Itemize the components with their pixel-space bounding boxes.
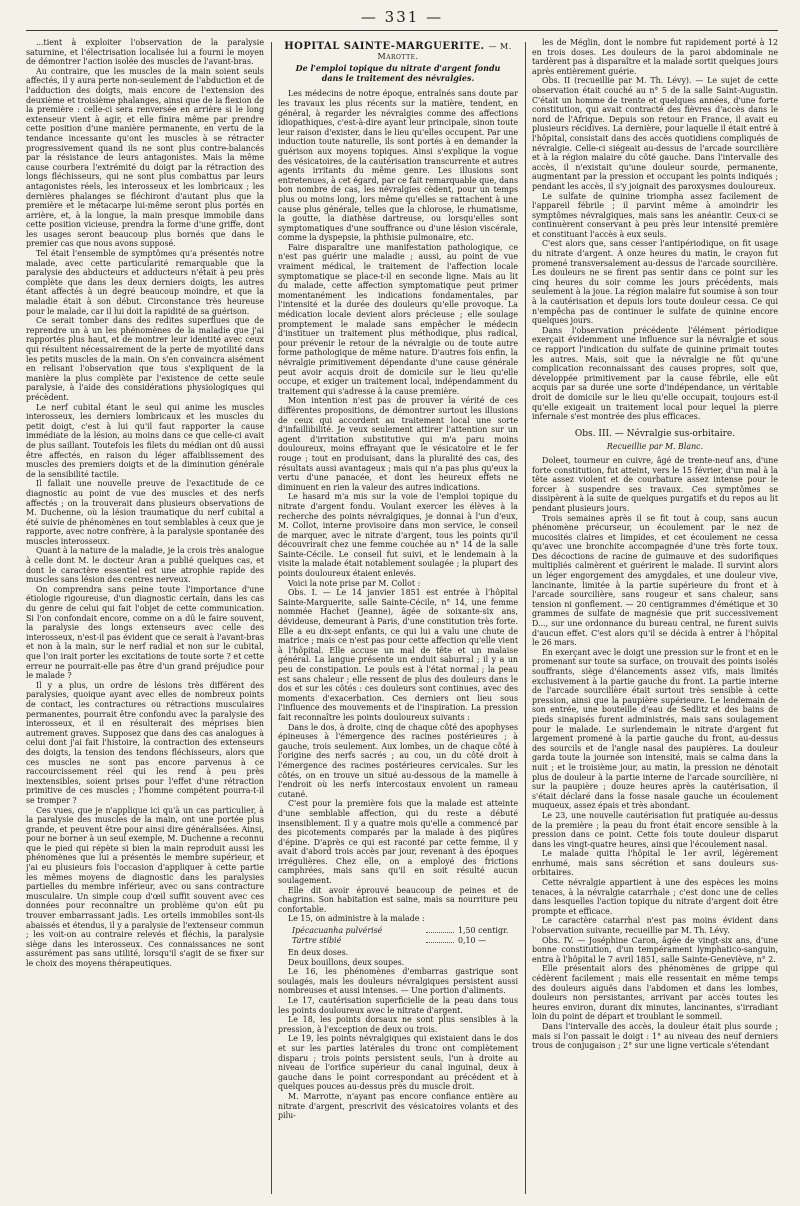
column-2 (278, 38, 518, 1194)
paragraph: Dans le dos, à droite, cinq de chaque côté des apophyses épineuses à l'émergence des racines postérieures ; à gauche, trois seulement. Aux lombes, un de chaque côté à l'origine des nerfs sacrés ; au cou, un du côté droit à l'émergence des racines postérieures cervicales. Sur les côtés, on en trouve un situé au-dessous de la mamelle à l'endroit où les nerfs intercostaux envoient un rameau cutané. (278, 722, 518, 799)
paragraph: Trois semaines après il se fit tout à coup, sans aucun phénomène précurseur, un écoulement par le nez de mucosités claires et limpides, et cet écoulement ne cessa qu'avec une bronchite accompagnée d'une très forte toux. Des décoctions de racine de guimauve et des sudorifiques multipliés calmèrent et guérirent le malade. Il survint alors un léger engorgement des amygdales, et une douleur vive, lancinante, limitée à la partie supérieure du front et à l'arcade sourcilière, sans rougeur et sans chaleur, sans tension ni gonflement. — 20 centigrammes d'émétique et 30 grammes de sulfate de magnésie que prit successivement D..., sur une ordonnance du bureau central, ne furent suivis d'aucun effet. C'est alors qu'il se décida à entrer à l'hôpital le 26 mars. (532, 513, 778, 648)
prescription (292, 926, 518, 946)
header-rule (26, 30, 778, 31)
paragraph: Dans l'observation précédente l'élément périodique exerçait évidemment une influence sur la névralgie et sous ce rapport l'indication du sulfate de quinine primait toutes les autres. Mais, soit que la névralgie ne fût qu'une complication reconnaissant des causes propres, soit que, développée primitivement par la cause fébrile, elle eût acquis par sa durée une sorte d'indépendance, un véritable droit de domicile sur le lieu qu'elle occupait, toujours est-il qu'elle exigeait un traitement local pour lequel la pierre infernale s'est montrée des plus efficaces. (532, 325, 778, 422)
column-1 (26, 38, 264, 1194)
paragraph: En deux doses. (288, 948, 349, 958)
paragraph: Obs. II (recueillie par M. Th. Lévy). — Le sujet de cette observation était couché au n° 5 de la salle Saint-Augustin. C'était un homme de trente et quelques années, d'une forte constitution, qui avait contracté des fièvres d'accès dans le nord de l'Afrique. Depuis son retour en France, il avait eu plusieurs récidives. La dernière, pour laquelle il était entré à l'hôpital, consistait dans des accès quotidiens compliqués de névralgie. Celle-ci siégeait au-dessus de l'arcade sourcilière et à la région malaire du côté gauche. Dans l'intervalle des accès, il n'existait qu'une douleur sourde, permanente, augmentant par la pression et occupant les points indiqués ; pendant les accès, il s'y joignait des paroxysmes douloureux. (532, 76, 778, 191)
heading-title: HOPITAL SAINTE-MARGUERITE. (284, 41, 485, 52)
paragraph: Tel était l'ensemble de symptômes qu'a présentés notre malade, avec cette particularité remarquable que la paralysie des abducteurs et adducteurs n'était à peu près complète que dans les deux derniers doigts, les autres étant affectés à un degré beaucoup moindre, et que la maladie était à son début. Circonstance très heureuse pour le malade, car il lui doit la rapidité de sa guérison. (26, 249, 264, 316)
paragraph: Le 23, une nouvelle cautérisation fut pratiquée au-dessus de la première ; la peau du front était encore sensible à la pression dans ce point. Cette fois toute douleur disparut dans les vingt-quatre heures, ainsi que l'écoulement nasal. (532, 810, 778, 849)
paragraph: Il y a plus, un ordre de lésions très différent des paralysies, quoique ayant avec elles de nombreux points de contact, les contractures ou rétractions musculaires permanentes, pourrait être confondu avec la paralysie des interosseux, et il en résulterait des méprises bien autrement graves. Supposez que dans des cas analogues à celui dont j'ai fait l'histoire, la contraction des extenseurs des doigts, la tension des tendons fléchisseurs, alors que ces muscles ne sont pas encore parvenus à ce raccourcissement réel qui les rend à peu près inextensibles, soient prises pour l'effet d'une rétraction primitive de ces muscles ; l'homme compétent pourra-t-il se tromper ? (26, 680, 264, 805)
paragraph: Le caractère catarrhal n'est pas moins évident dans l'observation suivante, recueillie par M. Th. Lévy. (532, 916, 778, 936)
observation-credit: Recueillie par M. Blanc. (606, 442, 704, 452)
page-number: — 331 — (360, 8, 444, 26)
leader-dots (426, 936, 454, 943)
article-heading (278, 42, 518, 61)
paragraph: Les médecins de notre époque, entraînés sans doute par les travaux les plus récents sur la matière, tendent, en général, à regarder les névralgies comme des affections idiopathiques, c'est-à-dire ayant leur principale, sinon toute leur raison d'exister, dans le lieu qu'elles occupent. Par une induction toute naturelle, ils sont portés à en demander la guérison aux moyens topiques. Ainsi s'explique la vogue des vésicatoires, de la cautérisation transcurrente et autres agents irritants du même genre. Les illusions sont entretenues, à cet égard, par ce fait remarquable que, dans bon nombre de cas, les névralgies cèdent, pour un temps plus ou moins long, lors même qu'elles se rattachent à une cause plus générale, telles que la chlorose, le rhumatisme, la goutte, la diathèse dartreuse, ou lorsqu'elles sont symptomatiques d'une souffrance ou d'une lésion viscérale, comme la dyspepsie, la phthisie pulmonaire, etc. (278, 89, 518, 243)
newspaper-page (26, 8, 778, 1194)
paragraph: Mon intention n'est pas de prouver la vérité de ces différentes propositions, de démontrer surtout les illusions de ceux qui accordent au traitement local une sorte d'infaillibilité. Je veux seulement attirer l'attention sur un agent d'irritation substitutive qui m'a paru moins douloureux, moins effrayant que le vésicatoire et le fer rouge ; tout en produisant, dans la pluralité des cas, des résultats aussi avantageux ; mais qui n'a pas plus qu'eux la vertu d'une panacée, et dont les heureux effets ne diminuent en rien la valeur des autres indications. (278, 396, 518, 492)
paragraph: Obs. IV. — Joséphine Caron, âgée de vingt-six ans, d'une bonne constitution, d'un tempérament lymphatico-sanguin, entra à l'hôpital le 7 avril 1851, salle Sainte-Geneviève, n° 2. (532, 935, 778, 964)
paragraph: les de Méglin, dont le nombre fut rapidement porté à 12 en trois doses. Les douleurs de la paroi abdominale ne tardèrent pas à disparaître et la malade sortit quelques jours après entièrement guérie. (532, 38, 778, 76)
paragraph: Le sulfate de quinine triompha assez facilement de l'appareil fébrile ; il parvint même à amoindrir les symptômes névralgiques, mais sans les anéantir. Ceux-ci se continuèrent conservant à peu près leur intensité première et constituant l'accès à eux seuls. (532, 191, 778, 239)
paragraph: Doleet, tourneur en cuivre, âgé de trente-neuf ans, d'une forte constitution, fut atteint, vers le 15 février, d'un mal à la tête assez violent et de courbature assez intense pour le forcer à suspendre ses travaux. Ces symptômes se dissipèrent à la suite de quelques purgatifs et du repos au lit pendant plusieurs jours. (532, 455, 778, 513)
paragraph: C'est pour la première fois que la malade est atteinte d'une semblable affection, qui du reste a débuté insensiblement. Il y a quatre mois qu'elle a commencé par des picotements comparés par la malade à des piqûres d'épine. D'après ce qui est raconté par cette femme, il y avait d'abord trois accès par jour, revenant à des époques irrégulières. Chez elle, on a employé des frictions camphrées, mais sans qu'il en soit résulté aucun soulagement. (278, 799, 518, 886)
paragraph: Au contraire, que les muscles de la main soient seuls affectés, il y aura perte non-seulement de l'abduction et de l'adduction des doigts, mais encore de l'extension des deuxième et troisième phalanges, ainsi que de la flexion de la première : celle-ci sera renversée en arrière si le long extenseur vient à agir, et elle finira même par prendre cette position d'une manière permanente, en vertu de la tendance incessante qu'ont les muscles à se rétracter progressivement quand ils ne sont plus contre-balancés par la résistance de leurs antagonistes. Mais la même cause courbera l'extrémité du doigt par la rétraction des longs fléchisseurs, qui ne sont plus combattus par leurs antagonistes réels, les interosseux et les lombricaux ; les dernières phalanges se fléchiront d'autant plus que la première et le métacarpe lui-même seront plus portés en arrière, et, à la longue, la main presque immobile dans cette position vicieuse, prendra la forme d'une griffe, dont les usages seront beaucoup plus bornés que dans le premier cas que nous avons supposé. (26, 66, 264, 249)
article-subheading: De l'emploi topique du nitrate d'argent fondu dans le traitement des névralgies. (295, 63, 501, 83)
drug-quantity: 0,10 — (458, 936, 486, 946)
paragraph: Le 19, les points névralgiques qui existaient dans le dos et sur les parties latérales du tronc ont complètement disparu ; trois points persistent seuls, l'un à droite au niveau de l'orifice supérieur du canal inguinal, deux à gauche dans le point correspondant au précédent et à quelques pouces au-dessus près du muscle droit. (278, 1034, 518, 1092)
paragraph: Le 18, les points dorsaux ne sont plus sensibles à la pression, à l'exception de deux ou trois. (278, 1015, 518, 1034)
paragraph: Elle dit avoir éprouvé beaucoup de peines et de chagrins. Son habitation est saine, mais sa nourriture peu confortable. (278, 885, 518, 914)
drug-name: Tartre stibié (292, 936, 342, 946)
paragraph: En exerçant avec le doigt une pression sur le front et en le promenant sur toute sa surface, on trouvait des points isolés souffrants, siège d'élancements assez vifs, mais limités exclusivement à la partie gauche du front. La partie interne de l'arcade sourcilière était surtout très sensible à cette pression, ainsi que la paupière supérieure. Le lendemain de son entrée, une bouteille d'eau de Sedlitz et des bains de pieds sinapisés furent administrés, mais sans soulagement pour le malade. Le surlendemain le nitrate d'argent fut largement promené à la partie gauche du front, au-dessus des sourcils et de l'angle nasal des paupières. La douleur garda toute la journée son intensité, mais se calma dans la nuit ; et le troisième jour, au matin, la pression ne dénotait plus de douleur à la partie interne de l'arcade sourcilière, ni sur la paupière ; douze heures après la cautérisation, il s'était déclaré dans la fosse nasale gauche un écoulement muqueux, assez épais et très abondant. (532, 647, 778, 811)
paragraph: Le 16, les phénomènes d'embarras gastrique sont soulagés, mais les douleurs névralgiques persistent aussi nombreuses et aussi intenses. — Une portion d'aliments. (278, 967, 518, 996)
drug-quantity: 1,50 centigr. (458, 926, 509, 936)
paragraph: Le hasard m'a mis sur la voie de l'emploi topique du nitrate d'argent fondu. Voulant exercer les élèves à la recherche des points névralgiques, je donnai à l'un d'eux, M. Collot, interne provisoire dans mon service, le conseil de marquer, avec le nitrate d'argent, tous les points qu'il découvrirait chez une femme couchée au n° 14 de la salle Sainte-Cécile. Le conseil fut suivi, et le lendemain à la visite la malade était notablement soulagée ; la plupart des points douloureux étaient enlevés. (278, 492, 518, 579)
columns (26, 38, 778, 1194)
column-3 (532, 38, 778, 1194)
paragraph: Il fallait une nouvelle preuve de l'exactitude de ce diagnostic au point de vue des muscles et des nerfs affectés ; on la trouverait dans plusieurs observations de M. Duchenne, où la lésion traumatique du nerf cubital a été suivie de phénomènes en tout semblables à ceux que je rapporte, avec notre confrère, à la paralysie spontanée des muscles interosseux. (26, 479, 264, 546)
paragraph: Cette névralgie appartient à une des espèces les moins tenaces, à la névralgie catarrhale ; c'est donc une de celles dans lesquelles l'action topique du nitrate d'argent doit être prompte et efficace. (532, 878, 778, 916)
paragraph: C'est alors que, sans cesser l'antipériodique, on fit usage du nitrate d'argent. À onze heures du matin, le crayon fut promené transversalement au-dessus de l'arcade sourcilière. Les douleurs ne se firent pas sentir dans ce point sur les cinq heures du soir comme les jours précédents, mais seulement à la joue. La région malaire fut soumise à son tour à la cautérisation et depuis lors toute douleur cessa. Ce qui n'empêcha pas de continuer le sulfate de quinine encore quelques jours. (532, 239, 778, 326)
heading-author: — M. Marotte. (377, 42, 512, 61)
paragraph: Deux bouillons, deux soupes. (288, 957, 405, 967)
paragraph: Quant à la nature de la maladie, je la crois très analogue à celle dont M. le docteur Aran a publié quelques cas, et dont le caractère essentiel est une atrophie rapide des muscles sans lésion des centres nerveux. (26, 546, 264, 585)
paragraph: Le 15, on administre à la malade : (288, 914, 425, 924)
paragraph: Le 17, cautérisation superficielle de la peau dans tous les points douloureux avec le nitrate d'argent. (278, 996, 518, 1015)
paragraph: ...tient à exploiter l'observation de la paralysie saturnine, et l'électrisation localisée lui a fourni le moyen de démontrer l'action isolée des muscles de l'avant-bras. (26, 38, 264, 67)
paragraph: On comprendra sans peine toute l'importance d'une étiologie rigoureuse, d'un diagnostic certain, dans les cas du genre de celui qui fait l'objet de cette communication. Si l'on confondait encore, comme on a dû le faire souvent, la paralysie des longs extenseurs avec celle des interosseux, n'est-il pas évident que ce serait à l'avant-bras et non à la main, sur le nerf radial et non sur le cubital, que l'on irait porter les excitations de toute sorte ? et cette erreur ne pourrait-elle pas être d'un grand préjudice pour le malade ? (26, 584, 264, 681)
paragraph: Le nerf cubital étant le seul qui anime les muscles interosseux, les derniers lombricaux et les muscles du petit doigt, c'est à lui qu'il faut rapporter la cause immédiate de la lésion, au moins dans ce que celle-ci avait de plus saillant. Toutefois les filets du médian ont dû aussi être affectés, en raison du léger affaiblissement des muscles des premiers doigts et de la diminution générale de la sensibilité tactile. (26, 402, 264, 479)
paragraph: Ces vues, que je n'applique ici qu'à un cas particulier, à la paralysie des muscles de la main, ont une portée plus grande, et peuvent être pour ainsi dire généralisées. Ainsi, pour ne borner à un seul exemple, M. Duchenne a reconnu que le pied qui répète si bien la main reproduit aussi les phénomènes que lui a présentés le membre supérieur, et j'ai eu plusieurs fois l'occasion d'appliquer à cette partie les mêmes moyens de diagnostic dans les paralysies partielles du membre inférieur, avec ou sans contracture musculaire. Un simple coup d'œil suffit souvent avec ces données pour reconnaître un problème qu'on eût pu trouver embarrassant jadis. Les orteils immobiles sont-ils abaissés et étendus, il y a paralysie de l'extenseur commun ; les voit-on au contraire relevés et fléchis, la paralysie siège dans les interosseux. Ces connaissances ne sont assurément pas sans utilité, lorsqu'il s'agit de se fixer sur le choix des moyens thérapeutiques. (26, 805, 264, 968)
column-divider (271, 42, 272, 1194)
paragraph: Elle présentait alors des phénomènes de grippe qui cédèrent facilement ; mais elle ressentait en même temps des douleurs aiguës dans l'abdomen et dans les lombes, douleurs non persistantes, arrivant par accès toutes les heures environ, durant dix minutes, lancinantes, s'irradiant loin du point de départ et troublant le sommeil. (532, 964, 778, 1022)
leader-dots (426, 926, 454, 933)
prescription-line (292, 926, 518, 936)
drug-name: Ipécacuanha pulvérisé (292, 926, 383, 936)
observation-title: Obs. III. — Névralgie sus-orbitaire. (574, 428, 736, 439)
prescription-line (292, 936, 518, 946)
paragraph: M. Marrotte, n'ayant pas encore confiance entière au nitrate d'argent, prescrivit des vésicatoires volants et des pilu- (278, 1091, 518, 1121)
paragraph: Le malade quitta l'hôpital le 1er avril, légèrement enrhumé, mais sans sécrétion et sans douleurs sus-orbitaires. (532, 849, 778, 878)
paragraph: Ce serait tomber dans des redites superflues que de reprendre un à un les phénomènes de la maladie que j'ai rapportés plus haut, et de montrer leur identité avec ceux qui résultent nécessairement de la perte de myotilité dans les petits muscles de la main. On s'en convaincra aisément en relisant l'observation que tous s'expliquent de la manière la plus complète par l'existence de cette seule paralysie, à l'aide des considérations physiologiques qui précèdent. (26, 316, 264, 402)
paragraph: Obs. I. — Le 14 janvier 1851 est entrée à l'hôpital Sainte-Marguerite, salle Sainte-Cécile, n° 14, une femme nommée Hachet (Jeanne), âgée de soixante-six ans, dévideuse, demeurant à Paris, d'une constitution très forte. Elle a eu dix-sept enfants, ce qui lui a valu une chute de matrice ; mais ce n'est pas pour cette affection qu'elle vient à l'hôpital. Elle accuse un mal de tête et un malaise général. La langue présente un enduit saburral ; il y a un peu de constipation. Le pouls est à l'état normal ; la peau est sans chaleur ; elle ressent de plus des douleurs dans le dos et sur les côtés : ces douleurs sont continues, avec des moments d'exacerbation. Ces derniers ont lieu sous l'influence des mouvements et de l'inspiration. La pression fait reconnaître les points douloureux suivants : (278, 588, 518, 722)
column-divider (525, 42, 526, 1194)
paragraph: Faire disparaître une manifestation pathologique, ce n'est pas guérir une maladie ; aussi, au point de vue vraiment médical, le traitement de l'affection locale symptomatique se place-t-il en seconde ligne. Mais au lit du malade, cette affection symptomatique peut primer momentanément les indications fondamentales, par l'intensité et la durée des douleurs qu'elle provoque. La médication locale devient alors précieuse ; elle soulage promptement le malade sans empêcher le médecin d'instituer un traitement plus méthodique, plus radical, pour prévenir le retour de la névralgie ou de toute autre forme pathologique de même nature. D'autres fois enfin, la névralgie primitivement dépendante d'une cause générale peut avoir acquis droit de domicile sur le lieu qu'elle occupe, et exiger un traitement local, indépendamment du traitement qui s'adresse à la cause première. (278, 242, 518, 396)
paragraph: Dans l'intervalle des accès, la douleur était plus sourde ; mais si l'on passait le doigt : 1° au niveau des neuf derniers trous de conjugaison ; 2° sur une ligne verticale s'étendant (532, 1021, 778, 1051)
paragraph: Voici la note prise par M. Collot : (288, 578, 421, 588)
